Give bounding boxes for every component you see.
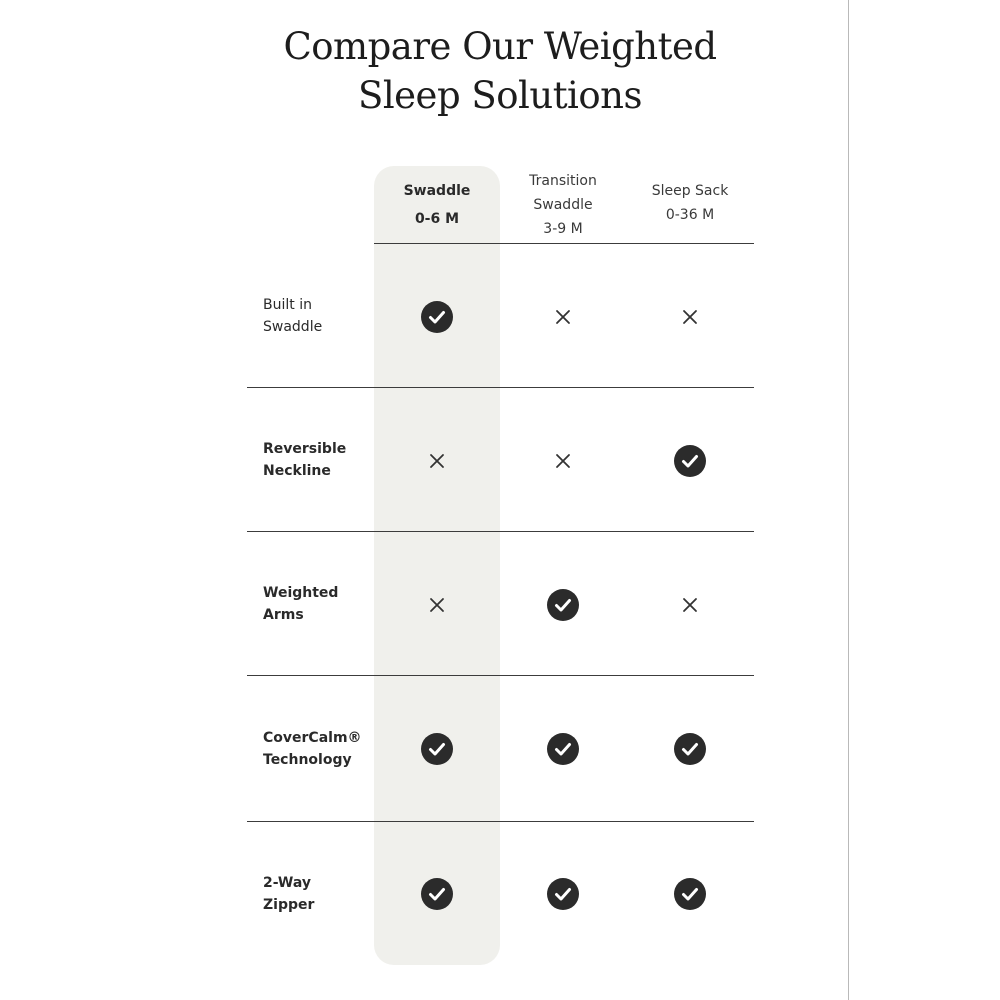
row-label-line-1: CoverCalm® [263, 730, 362, 746]
column-name: Sleep Sack [651, 183, 729, 199]
row-label-covercalm-technology [263, 727, 373, 771]
row-divider [247, 675, 754, 676]
cross-icon [681, 596, 699, 614]
column-age: 0-6 M [414, 211, 460, 227]
header-divider [374, 243, 754, 244]
check-icon [421, 733, 453, 765]
row-label-built-in-swaddle [263, 294, 373, 338]
row-label-reversible-neckline [263, 438, 373, 482]
page-edge-divider [848, 0, 849, 1000]
check-icon [547, 589, 579, 621]
row-divider [247, 387, 754, 388]
cross-icon [554, 452, 572, 470]
cross-icon [554, 308, 572, 326]
featured-column-highlight [374, 166, 500, 965]
row-label-line-2: Swaddle [263, 319, 323, 335]
row-label-line-2: Arms [263, 607, 304, 623]
cross-icon [428, 452, 446, 470]
check-icon [547, 733, 579, 765]
column-header-sleep-sack [615, 179, 765, 227]
row-label-line-1: Built in [263, 297, 312, 313]
row-label-line-2: Technology [263, 752, 352, 768]
column-name: Swaddle [403, 183, 471, 199]
check-icon [547, 878, 579, 910]
cross-icon [681, 308, 699, 326]
title-line-2: Sleep Solutions [357, 74, 642, 117]
row-label-line-2: Zipper [263, 897, 315, 913]
row-label-line-1: Weighted [263, 585, 339, 601]
check-icon [674, 878, 706, 910]
check-icon [674, 733, 706, 765]
title-line-1: Compare Our Weighted [283, 25, 717, 68]
check-icon [421, 301, 453, 333]
row-label-weighted-arms [263, 582, 373, 626]
check-icon [674, 445, 706, 477]
column-name-line-1: Transition [529, 173, 597, 189]
column-name-line-2: Swaddle [533, 197, 593, 213]
column-age: 3-9 M [543, 221, 583, 237]
row-label-line-1: Reversible [263, 441, 347, 457]
row-divider [247, 531, 754, 532]
column-age: 0-36 M [665, 207, 715, 223]
row-label-line-2: Neckline [263, 463, 331, 479]
page-title [200, 22, 800, 120]
row-label-line-1: 2-Way [263, 875, 312, 891]
row-divider [247, 821, 754, 822]
cross-icon [428, 596, 446, 614]
row-label-2-way-zipper [263, 872, 373, 916]
check-icon [421, 878, 453, 910]
